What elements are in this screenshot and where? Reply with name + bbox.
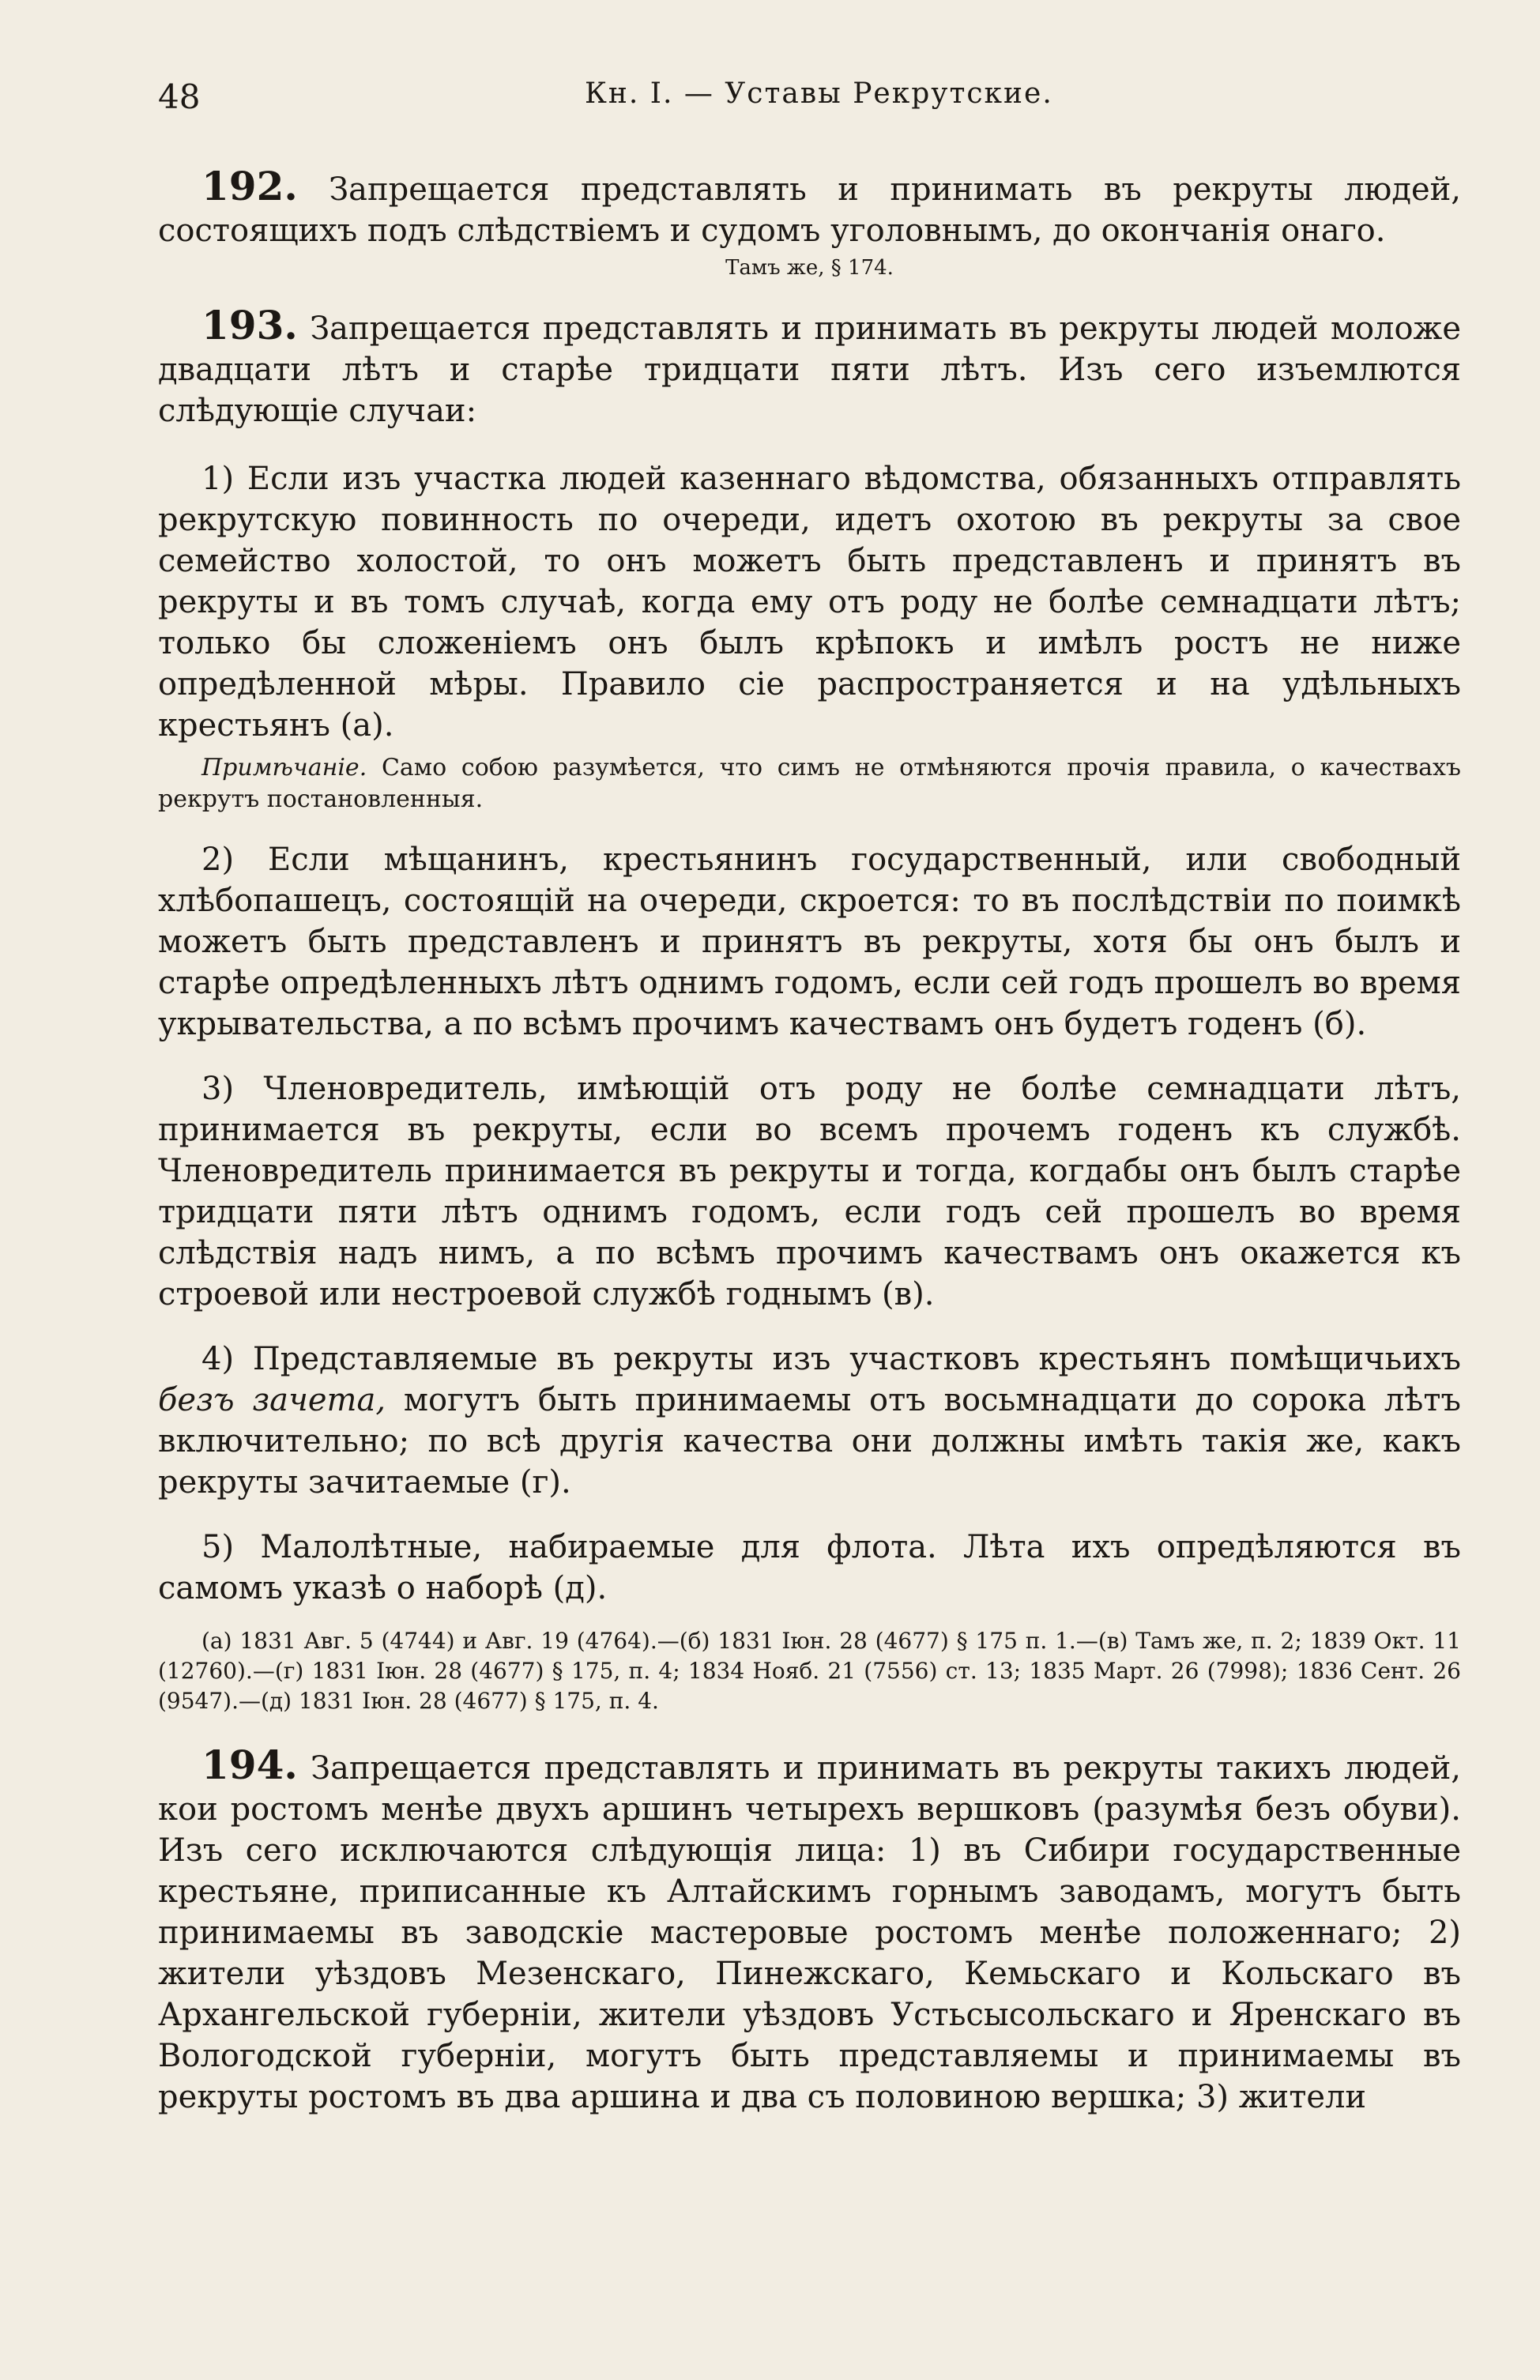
article-text: Запрещается представлять и принимать въ рекруты такихъ людей, кои ростомъ менѣе двухъ аршинъ четырехъ вершковъ (разумѣя безъ обуви). Изъ сего исключаются слѣдующія лица: 1) въ Сибири государственные крестьяне, приписанные къ Алтайскимъ горнымъ заводамъ, могутъ быть принимаемы въ заводскіе мастеровые ростомъ менѣе положеннаго; 2) жители уѣздовъ Мезенскаго, Пинежскаго, Кемьскаго и Кольскаго въ Архангельской губерніи, жители уѣздовъ Устьсысольскаго и Яренскаго въ Вологодской губерніи, могутъ быть представляемы и принимаемы въ рекруты ростомъ въ два аршина и два съ половиною вершка; 3) жители — [158, 1750, 1461, 2115]
item-4-text-b: могутъ быть принимаемы отъ восьмнадцати до сорока лѣтъ включительно; по всѣ другія качества они должны имѣть такія же, какъ рекруты зачитаемые (г). — [158, 1382, 1462, 1501]
item-4-italic: безъ зачета, — [158, 1382, 386, 1418]
article-193-note — [158, 752, 1461, 815]
article-193-item-1: 1) Если изъ участка людей казеннаго вѣдомства, обязанныхъ отправлять рекрутскую повинность по очереди, идетъ охотою въ рекруты за свое семейство холостой, то онъ можетъ быть представленъ и принятъ въ рекруты и въ томъ случаѣ, когда ему отъ роду не болѣе семнадцати лѣтъ; только бы сложеніемъ онъ былъ крѣпокъ и имѣлъ ростъ не ниже опредѣленной мѣры. Правило сіе распространяется и на удѣльныхъ крестьянъ (а). — [158, 461, 1461, 744]
article-number: 192. — [201, 163, 298, 209]
article-number: 194. — [201, 1742, 298, 1788]
article-194 — [158, 1742, 1461, 2118]
note-text: Само собою разумѣется, что симъ не отмѣняются прочія правила, о качествахъ рекрутъ постановленныя. — [158, 754, 1461, 813]
article-193 — [158, 302, 1461, 431]
article-text: Запрещается представлять и принимать въ рекруты людей моложе двадцати лѣтъ и старѣе тридцати пяти лѣтъ. Изъ сего изъемлются слѣдующіе случаи: — [158, 311, 1461, 429]
running-title: Кн. I. — Уставы Рекрутские. — [585, 77, 1053, 110]
page-body — [158, 163, 1462, 2118]
article-text: Запрещается представлять и принимать въ рекруты людей, состоящихъ подъ слѣдствіемъ и судомъ уголовнымъ, до окончанія онаго. — [158, 171, 1461, 249]
page-header — [158, 77, 1461, 117]
article-193-item-5: 5) Малолѣтные, набираемые для флота. Лѣта ихъ опредѣляются въ самомъ указѣ о наборѣ (д). — [158, 1529, 1461, 1606]
page-number: 48 — [158, 77, 201, 116]
article-193-item-3: 3) Членовредитель, имѣющій отъ роду не болѣе семнадцати лѣтъ, принимается въ рекруты, если во всемъ прочемъ годенъ къ службѣ. Членовредитель принимается въ рекруты и тогда, когдабы онъ былъ старѣе тридцати пяти лѣтъ однимъ годомъ, если годъ сей прошелъ во время слѣдствія надъ нимъ, а по всѣмъ прочимъ качествамъ онъ окажется къ строевой или нестроевой службѣ годнымъ (в). — [158, 1071, 1461, 1312]
note-label: Примѣчаніе. — [201, 754, 367, 781]
item-4-text-a: 4) Представляемые въ рекруты изъ участковъ крестьянъ помѣщичьихъ — [201, 1341, 1461, 1377]
article-193-item-4 — [158, 1339, 1461, 1503]
article-number: 193. — [201, 302, 298, 348]
article-193-footnotes: (а) 1831 Авг. 5 (4744) и Авг. 19 (4764).—(б) 1831 Іюн. 28 (4677) § 175 п. 1.—(в) Тамъ же, п. 2; 1839 Окт. 11 (12760).—(г) 1831 Іюн. 28 (4677) § 175, п. 4; 1834 Нояб. 21 (7556) ст. 13; 1835 Март. 26 (7998); 1836 Сент. 26 (9547).—(д) 1831 Іюн. 28 (4677) § 175, п. 4. — [158, 1628, 1461, 1714]
article-192 — [158, 163, 1461, 251]
article-193-item-2: 2) Если мѣщанинъ, крестьянинъ государственный, или свободный хлѣбопашецъ, состоящій на очереди, скроется: то въ послѣдствіи по поимкѣ можетъ быть представленъ и принятъ въ рекруты, хотя бы онъ былъ и старѣе опредѣленныхъ лѣтъ однимъ годомъ, если сей годъ прошелъ во время укрывательства, а по всѣмъ прочимъ качествамъ онъ будетъ годенъ (б). — [158, 842, 1461, 1042]
article-source: Тамъ же, § 174. — [725, 256, 894, 280]
